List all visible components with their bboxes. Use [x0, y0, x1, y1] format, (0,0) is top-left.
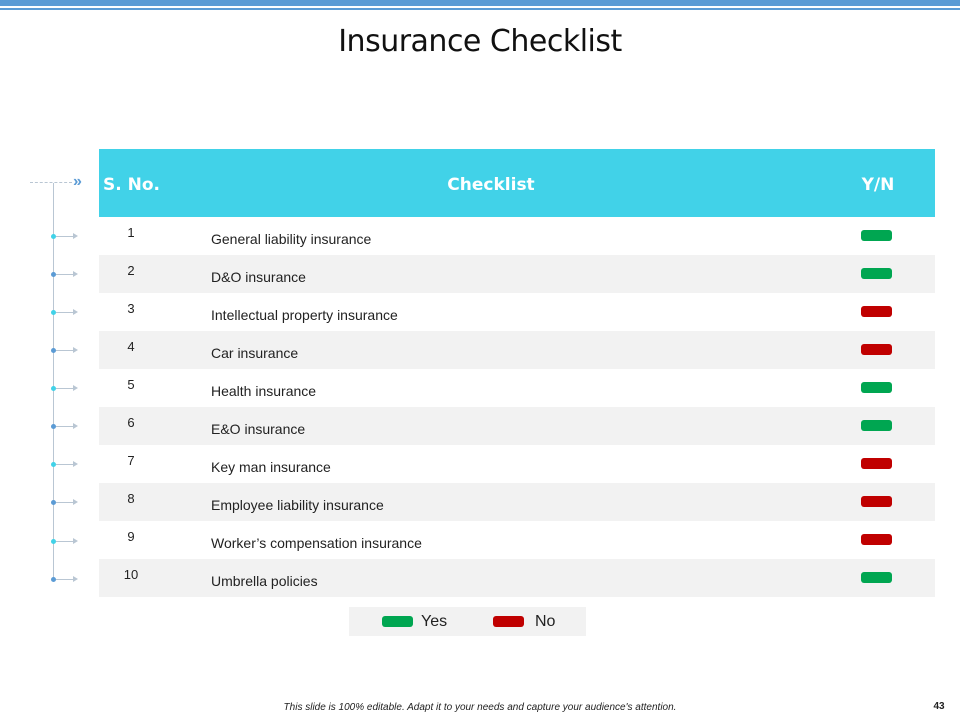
table-row: [99, 521, 935, 559]
timeline-marker: [51, 348, 79, 354]
table-row: [99, 483, 935, 521]
row-number: 4: [127, 339, 135, 354]
legend-no-swatch: [493, 616, 524, 627]
row-number: 6: [127, 415, 135, 430]
row-item: Intellectual property insurance: [211, 307, 398, 323]
table-row: [99, 217, 935, 255]
legend: [349, 607, 586, 636]
timeline-marker: [51, 310, 79, 316]
row-number: 5: [127, 377, 135, 392]
row-number: 9: [127, 529, 135, 544]
status-indicator: [861, 572, 892, 583]
row-item: Health insurance: [211, 383, 317, 399]
double-chevron-right-icon: »: [73, 173, 80, 190]
row-number: 3: [127, 301, 135, 316]
row-item: E&O insurance: [211, 421, 306, 437]
timeline-marker: [51, 234, 79, 240]
timeline-marker: [51, 424, 79, 430]
legend-no-label: No: [535, 613, 556, 630]
top-accent-bar: [0, 0, 960, 6]
table-row: [99, 559, 935, 597]
footer-note: This slide is 100% editable. Adapt it to your needs and capture your audience's attention.: [283, 702, 677, 713]
timeline-dash: [30, 182, 72, 183]
table-row: [99, 369, 935, 407]
table-row: [99, 293, 935, 331]
timeline-marker: [51, 272, 79, 278]
status-indicator: [861, 382, 892, 393]
row-item: Worker’s compensation insurance: [211, 535, 422, 551]
legend-yes-swatch: [382, 616, 413, 627]
row-item: General liability insurance: [211, 231, 372, 247]
page-number: 43: [933, 701, 945, 712]
timeline-marker: [51, 386, 79, 392]
row-number: 10: [123, 567, 139, 582]
timeline-marker: [51, 539, 79, 545]
table-header: [99, 149, 935, 217]
row-number: 7: [127, 453, 135, 468]
timeline-marker: [51, 462, 79, 468]
row-item: D&O insurance: [211, 269, 306, 285]
status-indicator: [861, 420, 892, 431]
row-item: Umbrella policies: [211, 573, 318, 589]
timeline-marker: [51, 500, 79, 506]
table-row: [99, 255, 935, 293]
status-indicator: [861, 230, 892, 241]
slide-title: Insurance Checklist: [338, 24, 622, 59]
header-sno: S. No.: [103, 175, 160, 195]
status-indicator: [861, 344, 892, 355]
status-indicator: [861, 306, 892, 317]
row-number: 8: [127, 491, 135, 506]
status-indicator: [861, 458, 892, 469]
top-accent-line: [0, 8, 960, 10]
table-row: [99, 331, 935, 369]
row-item: Employee liability insurance: [211, 497, 384, 513]
status-indicator: [861, 268, 892, 279]
header-checklist: Checklist: [447, 175, 535, 195]
table-row: [99, 445, 935, 483]
table-row: [99, 407, 935, 445]
legend-yes-label: Yes: [421, 613, 448, 630]
row-number: 2: [127, 263, 135, 278]
header-yn: Y/N: [861, 175, 895, 195]
row-number: 1: [127, 225, 135, 240]
timeline-line: [53, 183, 54, 580]
row-item: Key man insurance: [211, 459, 331, 475]
timeline-marker: [51, 577, 79, 583]
status-indicator: [861, 534, 892, 545]
row-item: Car insurance: [211, 345, 299, 361]
status-indicator: [861, 496, 892, 507]
